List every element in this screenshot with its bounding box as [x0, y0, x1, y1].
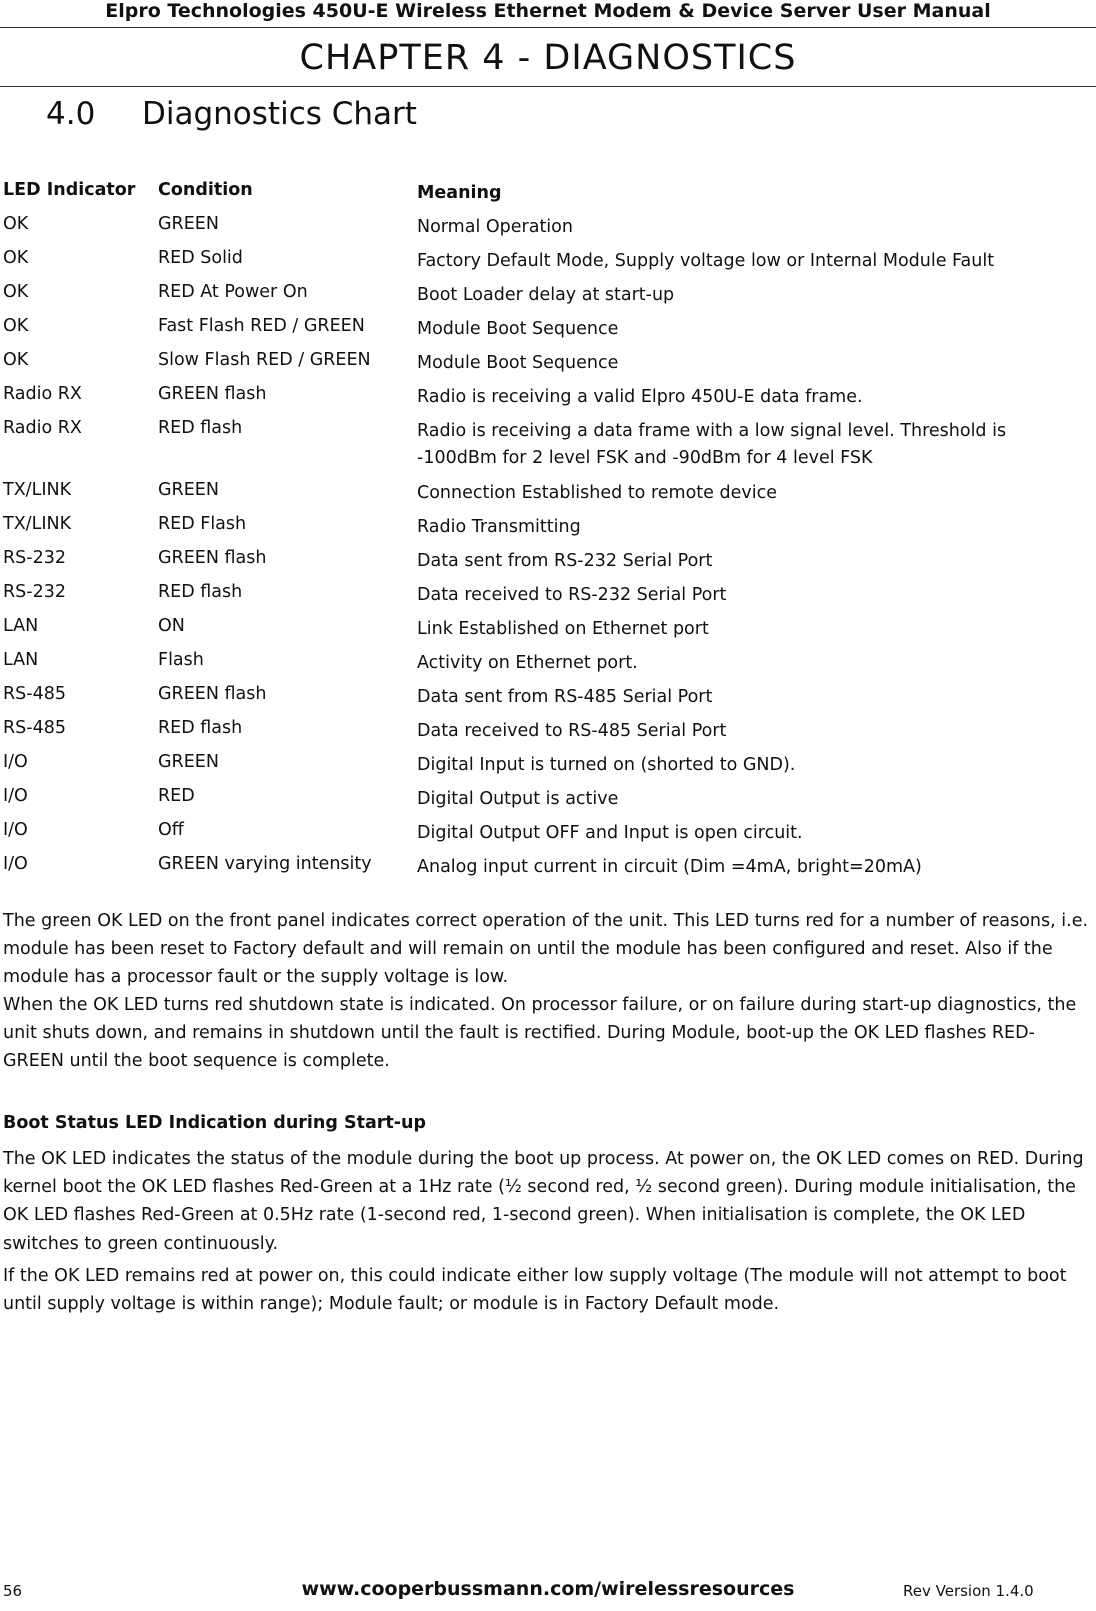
chapter-title: CHAPTER 4 - DIAGNOSTICS	[299, 38, 797, 78]
table-row	[3, 384, 1083, 418]
revision-label: Rev Version 1.4.0	[903, 1582, 1034, 1600]
paragraph-red-at-power-on: If the OK LED remains red at power on, this could indicate either low supply voltage (The module will not attempt to boot until supply voltage is within range); Module fault; or module is in Factory Default mode.	[3, 1266, 1067, 1315]
cell-condition: GREEN flash	[158, 384, 267, 404]
cell-meaning: Radio is receiving a data frame with a low signal level. Threshold is -100dBm for 2 level FSK and -90dBm for 4 level FSK	[417, 421, 1007, 468]
cell-meaning: Data received to RS-232 Serial Port	[417, 585, 727, 605]
paragraph-ok-led-intro: The green OK LED on the front panel indicates correct operation of the unit. This LED turns red for a number of reasons, i.e. module has been reset to Factory default and will remain on until the module has been configured and reset. Also if the module has a processor fault or the supply voltage is low.	[3, 911, 1089, 988]
cell-led-indicator: I/O	[3, 752, 28, 772]
cell-meaning: Digital Output is active	[417, 789, 619, 809]
cell-condition: RED Flash	[158, 514, 247, 534]
cell-meaning: Data sent from RS-485 Serial Port	[417, 687, 713, 707]
cell-meaning: Normal Operation	[417, 217, 573, 237]
table-row	[3, 418, 1083, 480]
cell-condition: GREEN	[158, 752, 219, 772]
table-row	[3, 718, 1083, 752]
table-row	[3, 786, 1083, 820]
cell-led-indicator: Radio RX	[3, 384, 82, 404]
section-heading	[46, 94, 417, 134]
page-number: 56	[3, 1582, 23, 1600]
table-row	[3, 480, 1083, 514]
cell-led-indicator: OK	[3, 316, 29, 336]
cell-meaning: Radio Transmitting	[417, 517, 581, 537]
paragraph-boot-process: The OK LED indicates the status of the module during the boot up process. At power on, the OK LED comes on RED. During kernel boot the OK LED flashes Red-Green at a 1Hz rate (½ second red, ½ second green). During module initialisation, the OK LED flashes Red-Green at 0.5Hz rate (1-second red, 1-second green). When initialisation is complete, the OK LED switches to green continuously.	[3, 1149, 1084, 1254]
table-row	[3, 582, 1083, 616]
cell-condition: ON	[158, 616, 185, 636]
chapter-rule	[0, 86, 1096, 87]
table-row	[3, 650, 1083, 684]
cell-led-indicator: OK	[3, 282, 29, 302]
cell-led-indicator: TX/LINK	[3, 514, 72, 534]
column-header-meaning: Meaning	[417, 183, 502, 203]
cell-meaning: Connection Established to remote device	[417, 483, 777, 503]
cell-led-indicator: I/O	[3, 854, 28, 874]
cell-led-indicator: RS-232	[3, 548, 66, 568]
column-header-led-indicator: LED Indicator	[3, 180, 136, 200]
cell-meaning: Module Boot Sequence	[417, 353, 619, 373]
cell-meaning: Link Established on Ethernet port	[417, 619, 709, 639]
cell-meaning: Data received to RS-485 Serial Port	[417, 721, 727, 741]
paragraph-shutdown-state: When the OK LED turns red shutdown state is indicated. On processor failure, or on failure during start-up diagnostics, the unit shuts down, and remains in shutdown until the fault is rectified. During Module, boot-up the OK LED flashes RED-GREEN until the boot sequence is complete.	[3, 995, 1077, 1072]
cell-condition: RED At Power On	[158, 282, 308, 302]
cell-meaning: Radio is receiving a valid Elpro 450U-E data frame.	[417, 387, 863, 407]
table-row	[3, 752, 1083, 786]
table-row	[3, 248, 1083, 282]
cell-condition: RED Solid	[158, 248, 243, 268]
cell-meaning: Data sent from RS-232 Serial Port	[417, 551, 713, 571]
table-row	[3, 548, 1083, 582]
cell-condition: Off	[158, 820, 184, 840]
cell-led-indicator: LAN	[3, 616, 39, 636]
cell-meaning: Digital Output OFF and Input is open circuit.	[417, 823, 803, 843]
cell-led-indicator: Radio RX	[3, 418, 82, 438]
table-header-row	[3, 180, 1083, 214]
table-row	[3, 514, 1083, 548]
cell-led-indicator: TX/LINK	[3, 480, 72, 500]
table-row	[3, 820, 1083, 854]
section-number: 4.0	[46, 96, 96, 132]
cell-condition: GREEN varying intensity	[158, 854, 372, 874]
cell-condition: GREEN	[158, 214, 219, 234]
cell-led-indicator: OK	[3, 350, 29, 370]
cell-meaning: Factory Default Mode, Supply voltage low or Internal Module Fault	[417, 251, 995, 271]
footer-url: www.cooperbussmann.com/wirelessresources	[301, 1578, 795, 1600]
cell-meaning: Analog input current in circuit (Dim =4mA, bright=20mA)	[417, 857, 922, 877]
cell-led-indicator: RS-232	[3, 582, 66, 602]
header-rule	[0, 27, 1096, 28]
table-row	[3, 350, 1083, 384]
table-row	[3, 316, 1083, 350]
cell-meaning: Boot Loader delay at start-up	[417, 285, 675, 305]
cell-led-indicator: RS-485	[3, 684, 66, 704]
cell-condition: GREEN flash	[158, 548, 267, 568]
column-header-condition: Condition	[158, 180, 253, 200]
cell-condition: GREEN	[158, 480, 219, 500]
cell-condition: RED flash	[158, 418, 243, 438]
cell-led-indicator: LAN	[3, 650, 39, 670]
boot-status-heading: Boot Status LED Indication during Start-up	[3, 1113, 427, 1133]
table-row	[3, 854, 1083, 888]
section-title: Diagnostics Chart	[142, 96, 417, 132]
diagnostics-table	[3, 180, 1083, 888]
table-row	[3, 616, 1083, 650]
cell-condition: Slow Flash RED / GREEN	[158, 350, 371, 370]
cell-led-indicator: OK	[3, 248, 29, 268]
cell-condition: GREEN flash	[158, 684, 267, 704]
cell-condition: RED flash	[158, 718, 243, 738]
cell-condition: Fast Flash RED / GREEN	[158, 316, 365, 336]
table-row	[3, 214, 1083, 248]
cell-led-indicator: RS-485	[3, 718, 66, 738]
cell-meaning: Activity on Ethernet port.	[417, 653, 638, 673]
cell-meaning: Module Boot Sequence	[417, 319, 619, 339]
cell-meaning: Digital Input is turned on (shorted to GND).	[417, 755, 796, 775]
cell-condition: Flash	[158, 650, 204, 670]
cell-condition: RED flash	[158, 582, 243, 602]
running-header: Elpro Technologies 450U-E Wireless Ethernet Modem & Device Server User Manual	[105, 0, 991, 22]
cell-led-indicator: I/O	[3, 820, 28, 840]
cell-condition: RED	[158, 786, 195, 806]
table-row	[3, 684, 1083, 718]
cell-led-indicator: I/O	[3, 786, 28, 806]
cell-led-indicator: OK	[3, 214, 29, 234]
table-row	[3, 282, 1083, 316]
table-body	[3, 214, 1083, 888]
